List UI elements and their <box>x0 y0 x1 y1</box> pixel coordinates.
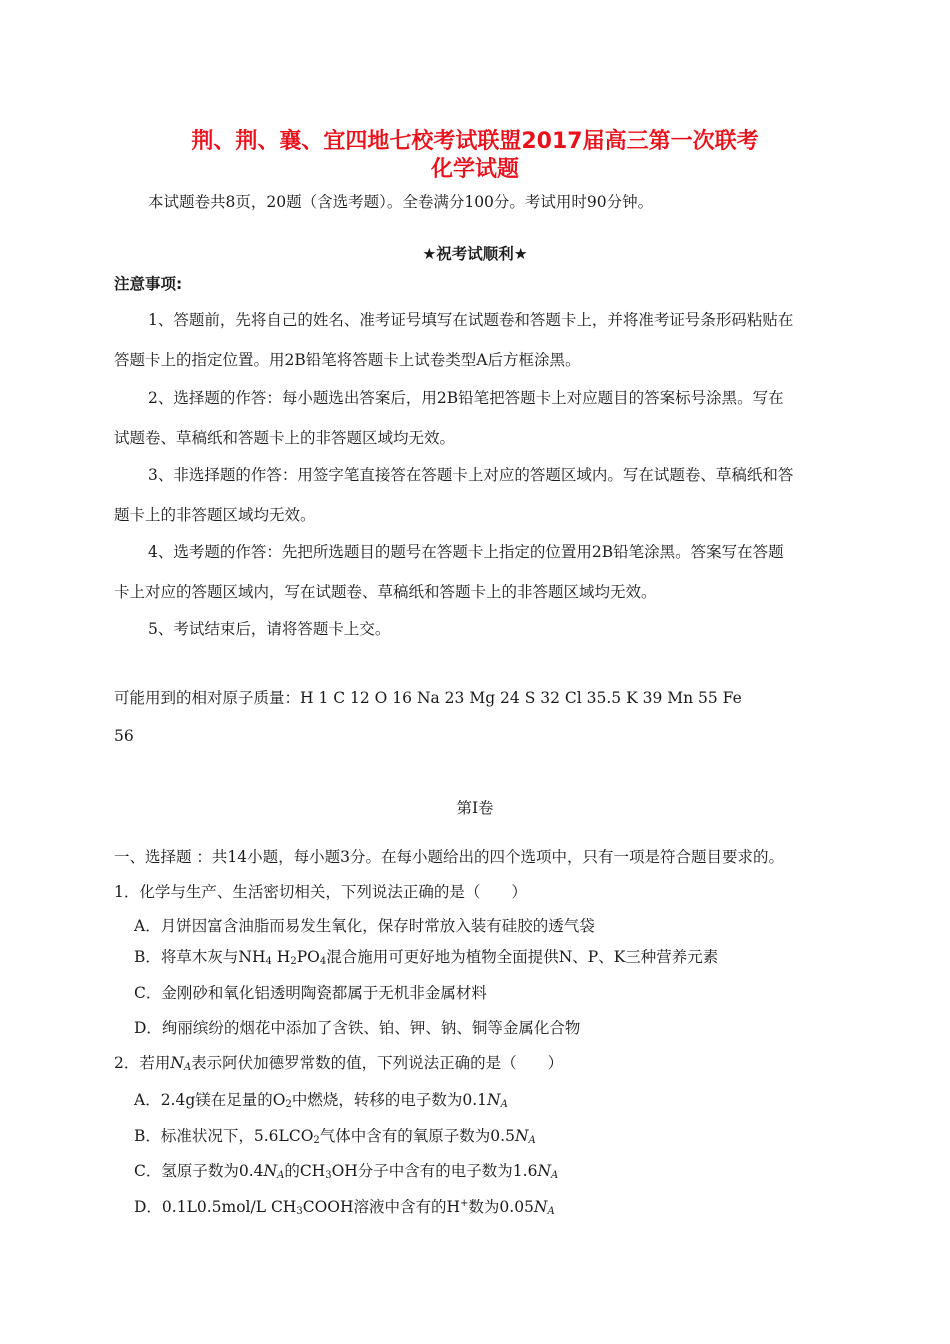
notice-item-3: 3、非选择题的作答：用签字笔直接答在答题卡上对应的答题区域内。写在试题卷、草稿纸和答 <box>148 466 794 484</box>
atomic-mass-line: 可能用到的相对原子质量：H 1 C 12 O 16 Na 23 Mg 24 S 32 Cl 35.5 K 39 Mn 55 Fe <box>114 689 742 707</box>
question-1-option-d: D．绚丽缤纷的烟花中添加了含铁、铂、钾、钠、铜等金属化合物 <box>134 1019 581 1037</box>
question-1-option-a: A．月饼因富含油脂而易发生氧化，保存时常放入装有硅胶的透气袋 <box>134 917 595 935</box>
question-2-option-c: C．氢原子数为$0.4N_A$的$CH_3OH$分子中含有的电子数为$1.6N_A$ <box>134 1162 559 1181</box>
notice-heading: 注意事项: <box>114 275 183 293</box>
notice-item-4: 4、选考题的作答：先把所选题目的题号在答题卡上指定的位置用2B铅笔涂黑。答案写在答题 <box>148 543 784 561</box>
notice-item-3-cont: 题卡上的非答题区域均无效。 <box>114 506 316 524</box>
exam-subject-title: 化学试题 <box>430 157 519 182</box>
question-2-option-d: D．0.1L0.5mol/L $CH_3COOH$溶液中含有的H+数为$0.05N_A$ <box>134 1198 555 1217</box>
notice-item-5: 5、考试结束后，请将答题卡上交。 <box>148 620 391 638</box>
blessing-text: ★祝考试顺利★ <box>422 245 528 263</box>
notice-item-2-cont: 试题卷、草稿纸和答题卡上的非答题区域均无效。 <box>114 429 456 447</box>
notice-item-1: 1、答题前，先将自己的姓名、准考证号填写在试题卷和答题卡上，并将准考证号条形码粘贴在 <box>148 311 794 329</box>
question-1-option-c: C．金刚砂和氧化铝透明陶瓷都属于无机非金属材料 <box>134 984 487 1002</box>
question-1-option-b: B．将草木灰与$NH_4$ $H_2PO_4$混合施用可更好地为植物全面提供N、P、K三种营养元素 <box>134 948 719 967</box>
atomic-mass-line-cont: 56 <box>114 727 134 745</box>
question-2-stem: 2．若用$N_A$表示阿伏加德罗常数的值，下列说法正确的是（ ） <box>114 1054 564 1073</box>
notice-item-2: 2、选择题的作答：每小题选出答案后，用2B铅笔把答题卡上对应题目的答案标号涂黑。写在 <box>148 389 784 407</box>
part1-instructions: 一、选择题 ：共14小题，每小题3分。在每小题给出的四个选项中，只有一项是符合题目要求的。 <box>114 848 785 866</box>
notice-item-4-cont: 卡上对应的答题区域内，写在试题卷、草稿纸和答题卡上的非答题区域均无效。 <box>114 583 657 601</box>
question-2-option-b: B．标准状况下，$5.6LCO_2$气体中含有的氧原子数为$0.5N_A$ <box>134 1127 536 1146</box>
exam-title: 荆、荆、襄、宜四地七校考试联盟2017届高三第一次联考 <box>191 129 759 154</box>
question-1-stem: 1．化学与生产、生活密切相关，下列说法正确的是（ ） <box>114 883 527 901</box>
notice-item-1-cont: 答题卡上的指定位置。用2B铅笔将答题卡上试卷类型A后方框涂黑。 <box>114 351 581 369</box>
section-title: 第Ⅰ卷 <box>456 799 494 817</box>
exam-intro: 本试题卷共8页，20题（含选考题）。全卷满分100分。考试用时90分钟。 <box>148 193 654 211</box>
question-2-option-a: A．2.4g镁在足量的$O_2$中燃烧，转移的电子数为$0.1N_A$ <box>134 1091 508 1110</box>
